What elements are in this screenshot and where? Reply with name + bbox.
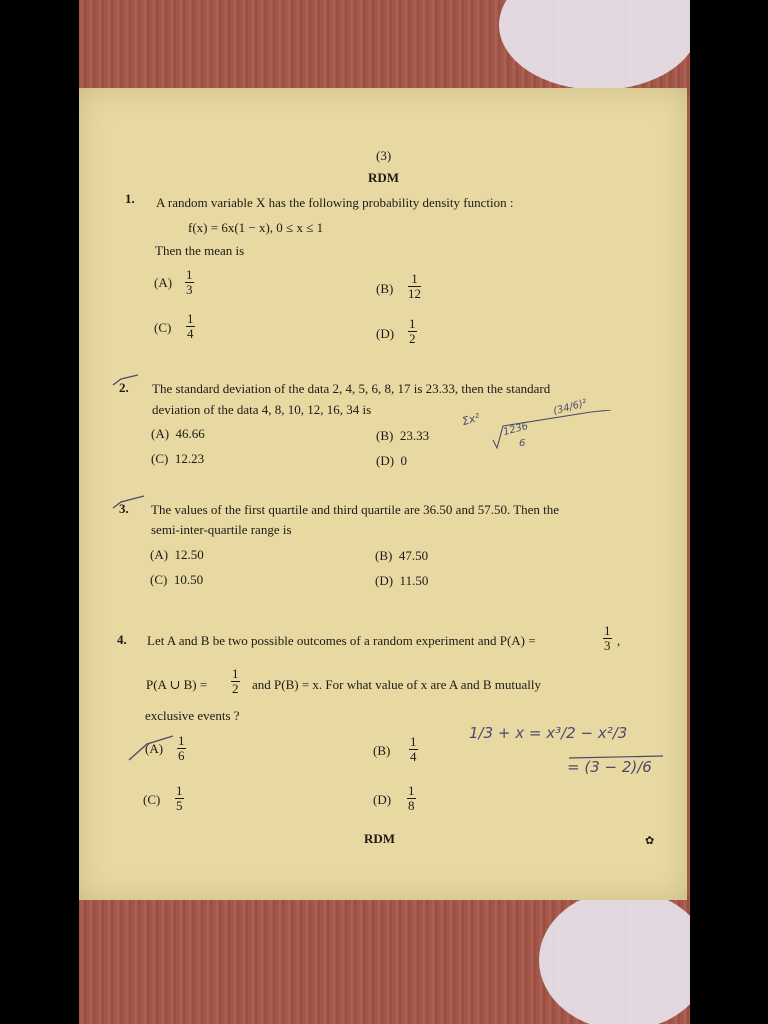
- q2-line2: deviation of the data 4, 8, 10, 12, 16, 34 is: [152, 402, 372, 417]
- q4-option-a-label: (A): [145, 741, 164, 756]
- q1-option-b-fraction: $\frac{1}{12}$: [408, 271, 421, 301]
- q1-option-c-fraction: $\frac{1}{4}$: [187, 311, 194, 341]
- q4-eq2-underline: [567, 752, 667, 762]
- page-number: (3): [376, 148, 392, 163]
- q1-formula: f(x) = 6x(1 − x), 0 ≤ x ≤ 1: [188, 220, 324, 235]
- q4-handwritten-eq2: = (3 − 2)/6: [567, 758, 652, 776]
- paper-code-header: RDM: [368, 170, 400, 185]
- q3-number: 3.: [119, 501, 129, 516]
- q1-text2: Then the mean is: [155, 243, 245, 258]
- q2-option-b: (B) 23.33: [376, 428, 430, 443]
- q1-option-a-fraction: $\frac{1}{3}$: [186, 267, 193, 297]
- q3-option-c: (C) 10.50: [150, 572, 204, 587]
- q2-option-c: (C) 12.23: [151, 451, 205, 466]
- flower-stamp-icon: ✿: [645, 835, 655, 847]
- q1-number: 1.: [125, 191, 135, 206]
- q2-option-a: (A) 46.66: [151, 426, 205, 441]
- q4-option-c-label: (C): [143, 792, 161, 807]
- q2-option-d: (D) 0: [376, 453, 408, 468]
- q2-root-sign: [491, 410, 621, 460]
- q2-tick-mark: [111, 373, 141, 393]
- q4-option-b-label: (B): [373, 743, 391, 758]
- q2-note-sumx2: Σx²: [460, 410, 482, 429]
- q3-line1: The values of the first quartile and third quartile are 36.50 and 57.50. Then the: [151, 502, 560, 517]
- paper-code-footer: RDM: [364, 831, 396, 846]
- q2-note-1236: 1236: [502, 420, 530, 439]
- q4-pa-fraction: $\frac{1}{3}$: [604, 623, 611, 653]
- q4-line1: Let A and B be two possible outcomes of a random experiment and P(A) =: [147, 633, 536, 648]
- q4-pu-fraction: $\frac{1}{2}$: [232, 666, 239, 696]
- q4-handwritten-eq1: 1/3 + x = x³/2 − x²/3: [469, 724, 628, 742]
- q4-option-d-label: (D): [373, 792, 392, 807]
- q3-option-b: (B) 47.50: [375, 548, 429, 563]
- q4-option-b-fraction: $\frac{1}{4}$: [410, 734, 417, 764]
- q4-option-c-fraction: $\frac{1}{5}$: [176, 783, 183, 813]
- q2-number: 2.: [119, 380, 129, 395]
- q1-text: A random variable X has the following probability density function :: [156, 195, 514, 210]
- exam-sheet: [79, 88, 687, 900]
- q4-line2b: and P(B) = x. For what value of x are A and B mutually: [252, 677, 541, 692]
- q4-option-d-fraction: $\frac{1}{8}$: [408, 783, 415, 813]
- q4-option-a-fraction: $\frac{1}{6}$: [178, 733, 185, 763]
- q2-line1: The standard deviation of the data 2, 4, 5, 6, 8, 17 is 23.33, then the standard: [152, 381, 551, 396]
- q1-option-d-label: (D): [376, 326, 395, 341]
- q1-option-a-label: (A): [154, 275, 173, 290]
- q4-line3: exclusive events ?: [145, 708, 240, 723]
- q1-option-c-label: (C): [154, 320, 172, 335]
- q3-tick-mark: [111, 494, 147, 516]
- q1-option-b-label: (B): [376, 281, 394, 296]
- q4-comma: ,: [617, 633, 621, 648]
- q3-line2: semi-inter-quartile range is: [151, 522, 292, 537]
- q4-line2a: P(A ∪ B) =: [146, 677, 208, 692]
- q4-answer-tick: [127, 734, 177, 762]
- q1-option-d-fraction: $\frac{1}{2}$: [409, 316, 416, 346]
- q2-note-square: (34/6)²: [552, 397, 589, 418]
- q3-option-d: (D) 11.50: [375, 573, 429, 588]
- q2-note-6: 6: [519, 438, 526, 449]
- q3-option-a: (A) 12.50: [150, 547, 204, 562]
- q4-number: 4.: [117, 632, 127, 647]
